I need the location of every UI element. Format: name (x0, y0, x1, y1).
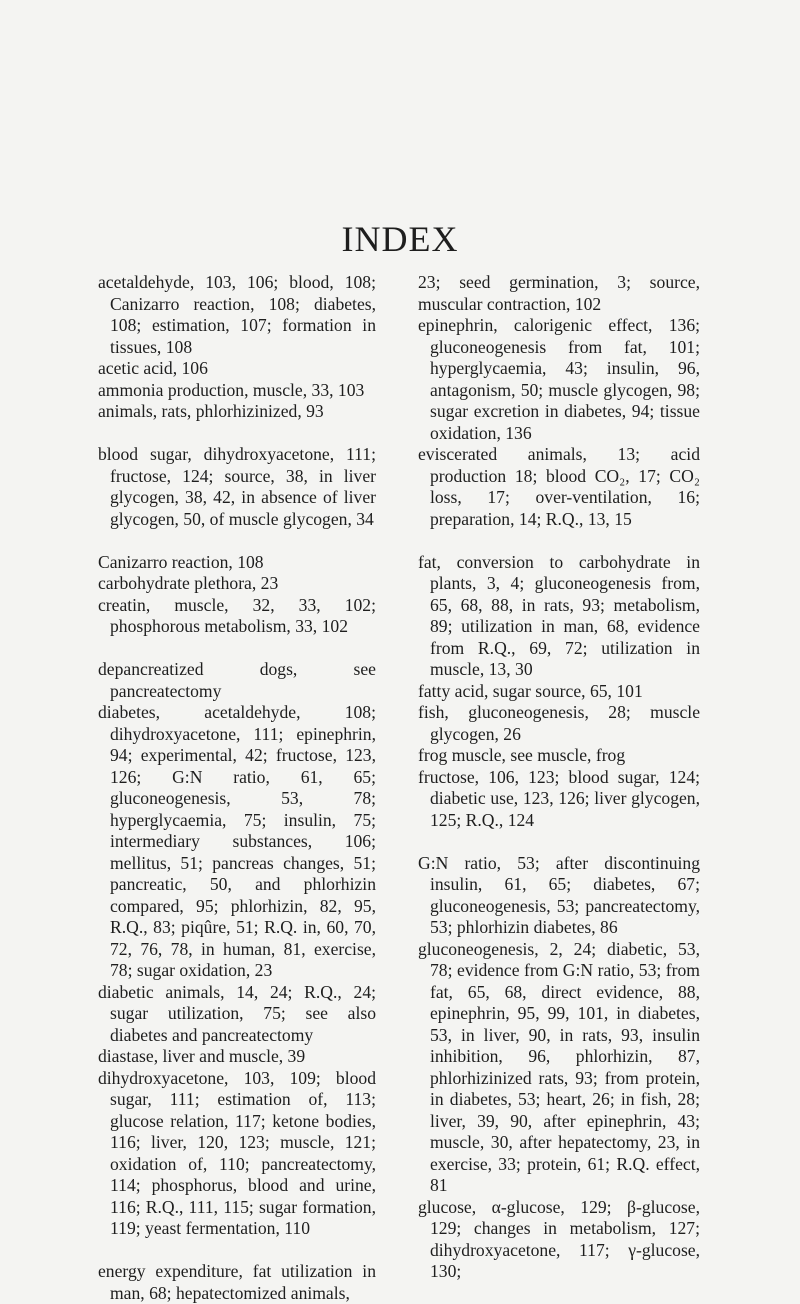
index-column-right (418, 272, 700, 1283)
index-entry-depancreatized-dogs: depancreatized dogs, see pancreatectomy (98, 659, 376, 701)
index-entry-creatin: creatin, muscle, 32, 33, 102; phosphorous metabolism, 33, 102 (98, 594, 376, 636)
index-entry-ammonia-production: ammonia production, muscle, 33, 103 (98, 379, 365, 400)
index-entry-acetic-acid: acetic acid, 106 (98, 358, 208, 378)
page-title: INDEX (341, 219, 459, 259)
index-entry-carbohydrate-plethora: carbohydrate plethora, 23 (98, 573, 279, 593)
index-entry-fructose: fructose, 106, 123; blood sugar, 124; diabetic use, 123, 126; liver glycogen, 125; R.Q., 124 (418, 766, 700, 830)
index-column-left (98, 272, 376, 1304)
index-entry-fat: fat, conversion to carbohydrate in plants, 3, 4; gluconeogenesis from, 65, 68, 88, in rats, 93; metabolism, 89; utilization in man, 68, evidence from R.Q., 69, 72; utilization in muscle, 13, 30 (418, 551, 700, 679)
index-entry-blood-sugar: blood sugar, dihydroxyacetone, 111; fructose, 124; source, 38, in liver glycogen, 38, 42, in absence of liver glycogen, 50, of muscle glycogen, 34 (98, 444, 376, 529)
index-entry-energy-expenditure: energy expenditure, fat utilization in man, 68; hepatectomized animals, (98, 1261, 376, 1303)
index-entry-fatty-acid: fatty acid, sugar source, 65, 101 (418, 680, 643, 701)
index-entry-frog-muscle: frog muscle, see muscle, frog (418, 745, 626, 765)
index-entry-diabetes: diabetes, acetaldehyde, 108; dihydroxyacetone, 111; epinephrin, 94; experimental, 42; fructose, 123, 126; G:N ratio, 61, 65; gluconeogenesis, 53, 78; hyperglycaemia, 75; insulin, 75; intermediary substances, 106; mellitus, 51; pancreas changes, 51; pancreatic, 50, and phlorhizin compared, 95; phlorhizin, 82, 95, R.Q., 83; piqûre, 51; R.Q. in, 60, 70, 72, 76, 78, in human, 81, exercise, 78; sugar oxidation, 23 (98, 702, 376, 980)
index-entry-gn-ratio: G:N ratio, 53; after discontinuing insulin, 61, 65; diabetes, 67; gluconeogenesis, 53; pancreatectomy, 53; phlorhizin diabetes, 86 (418, 852, 700, 937)
index-entry-glucose: glucose, α-glucose, 129; β-glucose, 129; changes in metabolism, 127; dihydroxyacetone, 117; γ-glucose, 130; (418, 1196, 700, 1281)
index-entry-fish: fish, gluconeogenesis, 28; muscle glycogen, 26 (418, 702, 700, 744)
index-entry-acetaldehyde: acetaldehyde, 103, 106; blood, 108; Canizarro reaction, 108; diabetes, 108; estimation, 107; formation in tissues, 108 (98, 272, 376, 357)
index-entry-energy-expenditure-continued: 23; seed germination, 3; source, muscular contraction, 102 (418, 272, 700, 314)
index-entry-gluconeogenesis: gluconeogenesis, 2, 24; diabetic, 53, 78; evidence from G:N ratio, 53; from fat, 65, 68, direct evidence, 88, epinephrin, 95, 99, 101, in diabetes, 53, in liver, 90, in rats, 93, insulin inhibition, 96, phlorhizin, 87, phlorhizinized rats, 93; from protein, in diabetes, 53; heart, 26; in fish, 28; liver, 39, 90, after epinephrin, 43; muscle, 30, after hepatectomy, 23, in exercise, 33; protein, 61; R.Q. effect, 81 (418, 938, 700, 1195)
index-entry-canizarro-reaction: Canizarro reaction, 108 (98, 551, 264, 572)
index-entry-animals: animals, rats, phlorhizinized, 93 (98, 401, 324, 421)
index-entry-diastase: diastase, liver and muscle, 39 (98, 1046, 306, 1066)
index-entry-dihydroxyacetone: dihydroxyacetone, 103, 109; blood sugar, 111; estimation of, 113; glucose relation, 117; ketone bodies, 116; liver, 120, 123; muscle, 121; oxidation of, 110; pancreatectomy, 114; phosphorus, blood and urine, 116; R.Q., 111, 115; sugar formation, 119; yeast fermentation, 110 (98, 1067, 376, 1238)
index-entry-diabetic-animals: diabetic animals, 14, 24; R.Q., 24; sugar utilization, 75; see also diabetes and pancreatectomy (98, 981, 376, 1045)
index-entry-eviscerated-animals: eviscerated animals, 13; acid production 18; blood CO₂, 17; CO₂ loss, 17; over-ventilation, 16; preparation, 14; R.Q., 13, 15 (418, 444, 700, 529)
index-entry-epinephrin: epinephrin, calorigenic effect, 136; gluconeogenesis from fat, 101; hyperglycaemia, 43; insulin, 96, antagonism, 50; muscle glycogen, 98; sugar excretion in diabetes, 94; tissue oxidation, 136 (418, 315, 700, 443)
